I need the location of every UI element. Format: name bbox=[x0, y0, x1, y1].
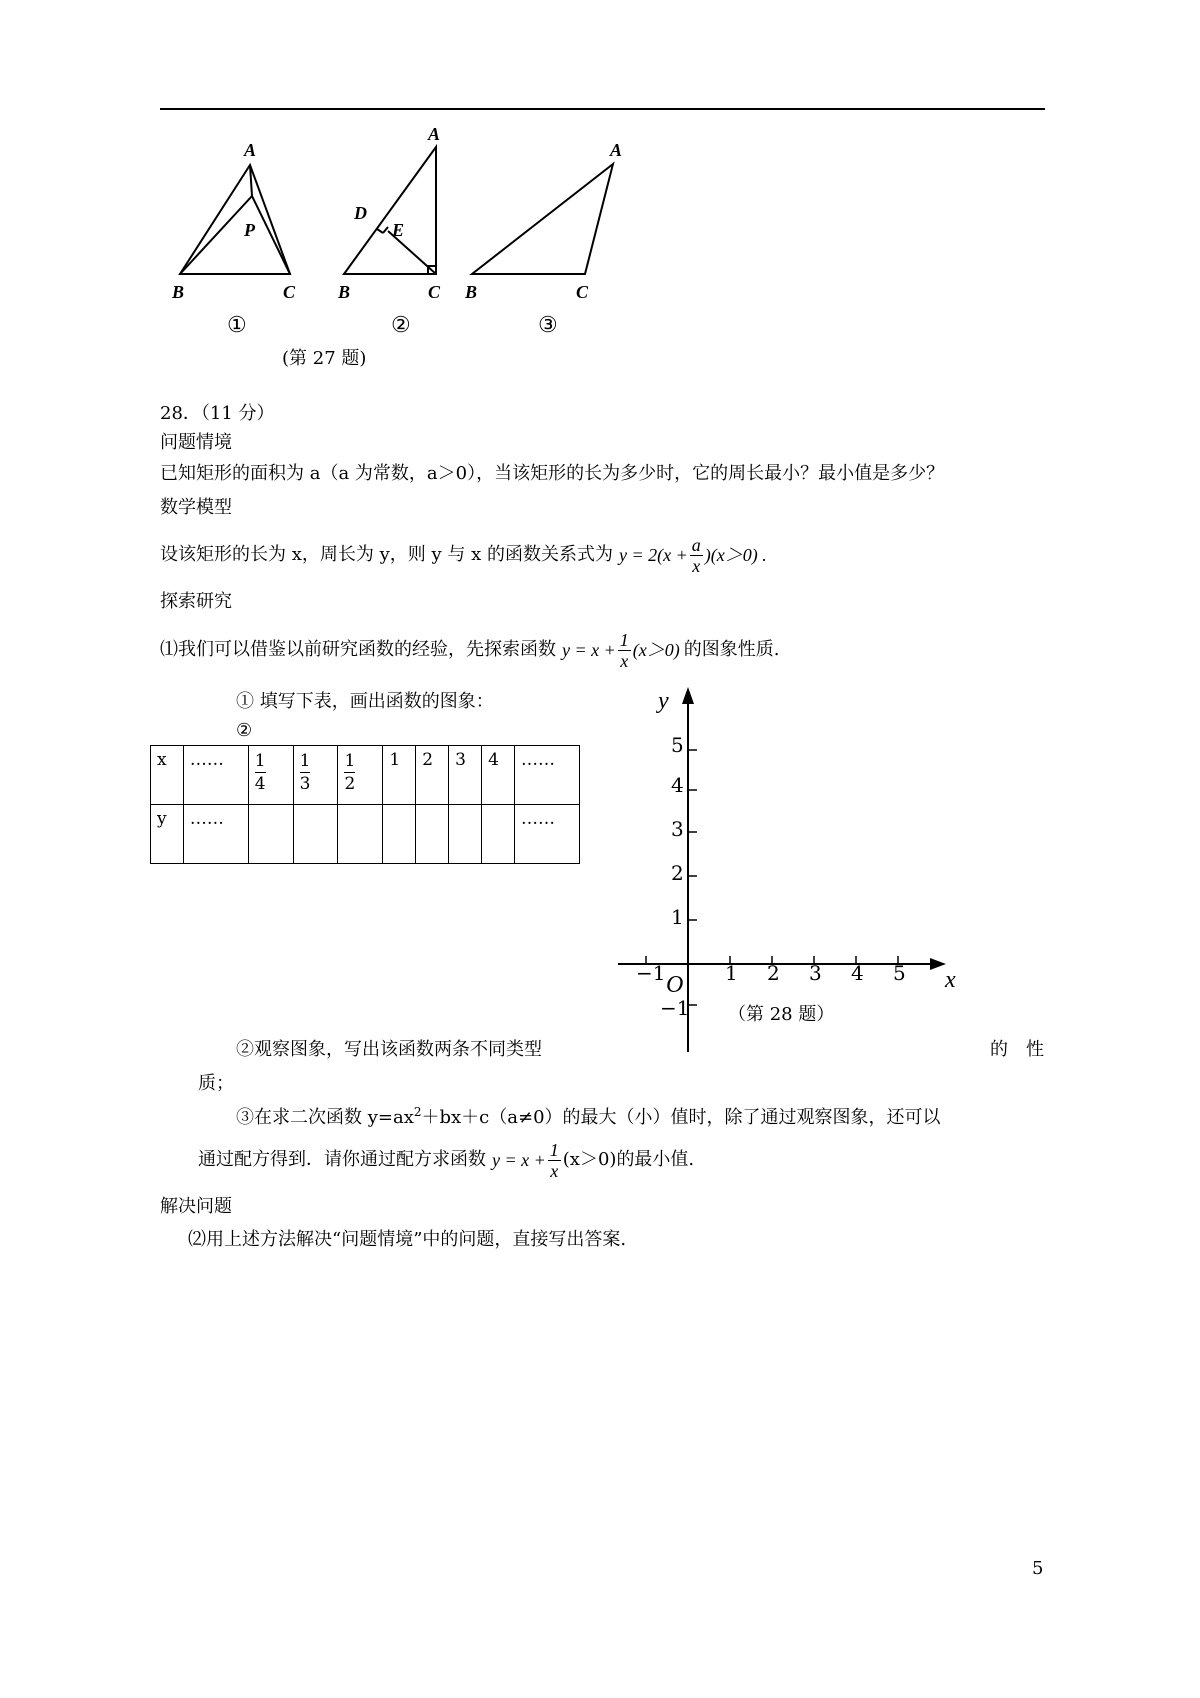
item-4-text-end: 的最小值. bbox=[616, 1149, 695, 1170]
x-tick-label: 4 bbox=[851, 961, 864, 985]
table-cell-ellipsis: …… bbox=[183, 805, 248, 864]
table-cell: 2 bbox=[416, 746, 449, 805]
explore-text-end: 的图象性质. bbox=[683, 639, 780, 660]
problem-statement: 已知矩形的面积为 a（a 为常数，a＞0），当该矩形的长为多少时，它的周长最小？最小值是多少？ bbox=[160, 463, 945, 484]
table-cell-empty[interactable] bbox=[338, 805, 383, 864]
item-4-eq-numerator: 1 bbox=[549, 1139, 559, 1160]
explore-eq-fraction bbox=[618, 630, 631, 671]
frac-denominator: 4 bbox=[254, 774, 266, 794]
x-tick-label: 5 bbox=[893, 961, 906, 985]
section-math-model: 数学模型 bbox=[160, 497, 232, 518]
explore-eq-numerator: 1 bbox=[619, 629, 629, 650]
fig2-label-b: B bbox=[338, 282, 351, 302]
table-cell bbox=[293, 746, 338, 805]
item-4-line-2 bbox=[198, 1135, 694, 1185]
frac-numerator: 1 bbox=[344, 751, 356, 771]
model-eq-left: y = 2(x + bbox=[618, 545, 688, 565]
triangle-1 bbox=[180, 165, 290, 274]
item-2-marker: ② bbox=[236, 720, 253, 741]
fig1-label-a: A bbox=[244, 140, 257, 160]
neg-x-tick-label: −1 bbox=[636, 961, 666, 985]
fig1-number: ① bbox=[227, 313, 247, 338]
explore-eq-right: (x＞0) bbox=[632, 640, 680, 660]
value-table bbox=[150, 745, 580, 864]
item-4-eq-left: y = x + bbox=[492, 1150, 546, 1170]
table-cell-y-label: y bbox=[151, 805, 184, 864]
item-4-line-1 bbox=[236, 1100, 941, 1130]
fig3-number: ③ bbox=[538, 313, 558, 338]
section-problem-context: 问题情境 bbox=[160, 432, 232, 453]
fig2-number: ② bbox=[391, 313, 411, 338]
frac-numerator: 1 bbox=[254, 751, 266, 771]
y-axis-label: y bbox=[658, 688, 669, 714]
table-cell bbox=[338, 746, 383, 805]
y-tick-label: 5 bbox=[671, 733, 684, 757]
table-cell: 1 bbox=[383, 746, 416, 805]
item-4-eq-denominator: x bbox=[548, 1160, 561, 1181]
fig3-label-c: C bbox=[576, 282, 589, 302]
explore-equation-line bbox=[160, 625, 780, 675]
x-tick-label: 2 bbox=[767, 961, 780, 985]
fig1-label-b: B bbox=[172, 282, 185, 302]
table-cell-empty[interactable] bbox=[449, 805, 482, 864]
fig3-label-b: B bbox=[465, 282, 478, 302]
item-3-observe-cont: 质； bbox=[198, 1073, 234, 1094]
y-tick-label: 2 bbox=[671, 861, 684, 885]
y-tick-label: 3 bbox=[671, 817, 684, 841]
q28-header: 28．（11 分） bbox=[160, 403, 275, 424]
fig28-caption: （第 28 题） bbox=[728, 1004, 835, 1025]
x-axis-label: x bbox=[945, 967, 956, 993]
item-4-eq-right: (x＞0) bbox=[562, 1149, 617, 1170]
model-equation-line bbox=[160, 530, 767, 580]
item-4-superscript: 2 bbox=[413, 1105, 422, 1119]
x-tick-label: 1 bbox=[725, 961, 738, 985]
solve-statement: ⑵用上述方法解决“问题情境”中的问题，直接写出答案. bbox=[188, 1229, 627, 1250]
model-eq-numerator: a bbox=[691, 534, 701, 555]
figure-27-diagrams bbox=[0, 0, 700, 320]
neg-y-tick-label: −1 bbox=[660, 996, 690, 1020]
table-cell-ellipsis: …… bbox=[183, 746, 248, 805]
table-cell-empty[interactable] bbox=[248, 805, 293, 864]
y-tick-label: 4 bbox=[671, 773, 684, 797]
explore-eq-left: y = x + bbox=[562, 640, 616, 660]
frac-denominator: 3 bbox=[299, 774, 311, 794]
fig2-label-d: D bbox=[354, 203, 367, 223]
fig27-caption: (第 27 题) bbox=[282, 348, 367, 369]
frac-denominator: 2 bbox=[344, 774, 356, 794]
table-cell-empty[interactable] bbox=[293, 805, 338, 864]
table-row-y bbox=[151, 805, 580, 864]
y-tick-label: 1 bbox=[671, 905, 684, 929]
frac-numerator: 1 bbox=[299, 751, 311, 771]
table-cell bbox=[248, 746, 293, 805]
table-cell-ellipsis: …… bbox=[515, 805, 580, 864]
item-3-observe-end: 的 性 bbox=[990, 1039, 1044, 1060]
table-cell-ellipsis: …… bbox=[515, 746, 580, 805]
table-cell-empty[interactable] bbox=[383, 805, 416, 864]
fig2-label-e: E bbox=[392, 220, 405, 240]
table-cell-empty[interactable] bbox=[482, 805, 515, 864]
page-number: 5 bbox=[1032, 1558, 1044, 1579]
fig3-label-a: A bbox=[610, 140, 623, 160]
model-text: 设该矩形的长为 x，周长为 y，则 y 与 x 的函数关系式为 bbox=[160, 544, 613, 565]
origin-label: O bbox=[666, 972, 684, 998]
fig1-label-c: C bbox=[283, 282, 296, 302]
x-tick-label: 3 bbox=[809, 961, 822, 985]
model-eq-right: )(x＞0) . bbox=[704, 545, 767, 565]
table-cell: 4 bbox=[482, 746, 515, 805]
item-1-fill-table: ① 填写下表，画出函数的图象： bbox=[236, 691, 494, 712]
item-3-observe: ②观察图象，写出该函数两条不同类型 bbox=[236, 1039, 542, 1060]
item-4-eq-fraction bbox=[548, 1140, 561, 1181]
item-4-text: ③在求二次函数 y=ax bbox=[236, 1107, 414, 1128]
explore-eq-denominator: x bbox=[618, 650, 631, 671]
section-solve: 解决问题 bbox=[160, 1196, 232, 1217]
table-cell: 3 bbox=[449, 746, 482, 805]
table-cell-x-label: x bbox=[151, 746, 184, 805]
section-explore: 探索研究 bbox=[160, 591, 232, 612]
triangle-3 bbox=[472, 164, 613, 274]
fig2-label-c: C bbox=[428, 282, 441, 302]
table-row-x bbox=[151, 746, 580, 805]
model-eq-denominator: x bbox=[690, 555, 703, 576]
item-4-text-cont: ＋bx＋c（a≠0）的最大（小）值时，除了通过观察图象，还可以 bbox=[421, 1107, 941, 1128]
model-eq-fraction bbox=[690, 535, 703, 576]
table-cell-empty[interactable] bbox=[416, 805, 449, 864]
explore-text: ⑴我们可以借鉴以前研究函数的经验，先探索函数 bbox=[160, 639, 556, 660]
fig1-label-p: P bbox=[244, 220, 255, 240]
item-4-text-2: 通过配方得到．请你通过配方求函数 bbox=[198, 1149, 486, 1170]
fig2-label-a: A bbox=[428, 124, 441, 144]
